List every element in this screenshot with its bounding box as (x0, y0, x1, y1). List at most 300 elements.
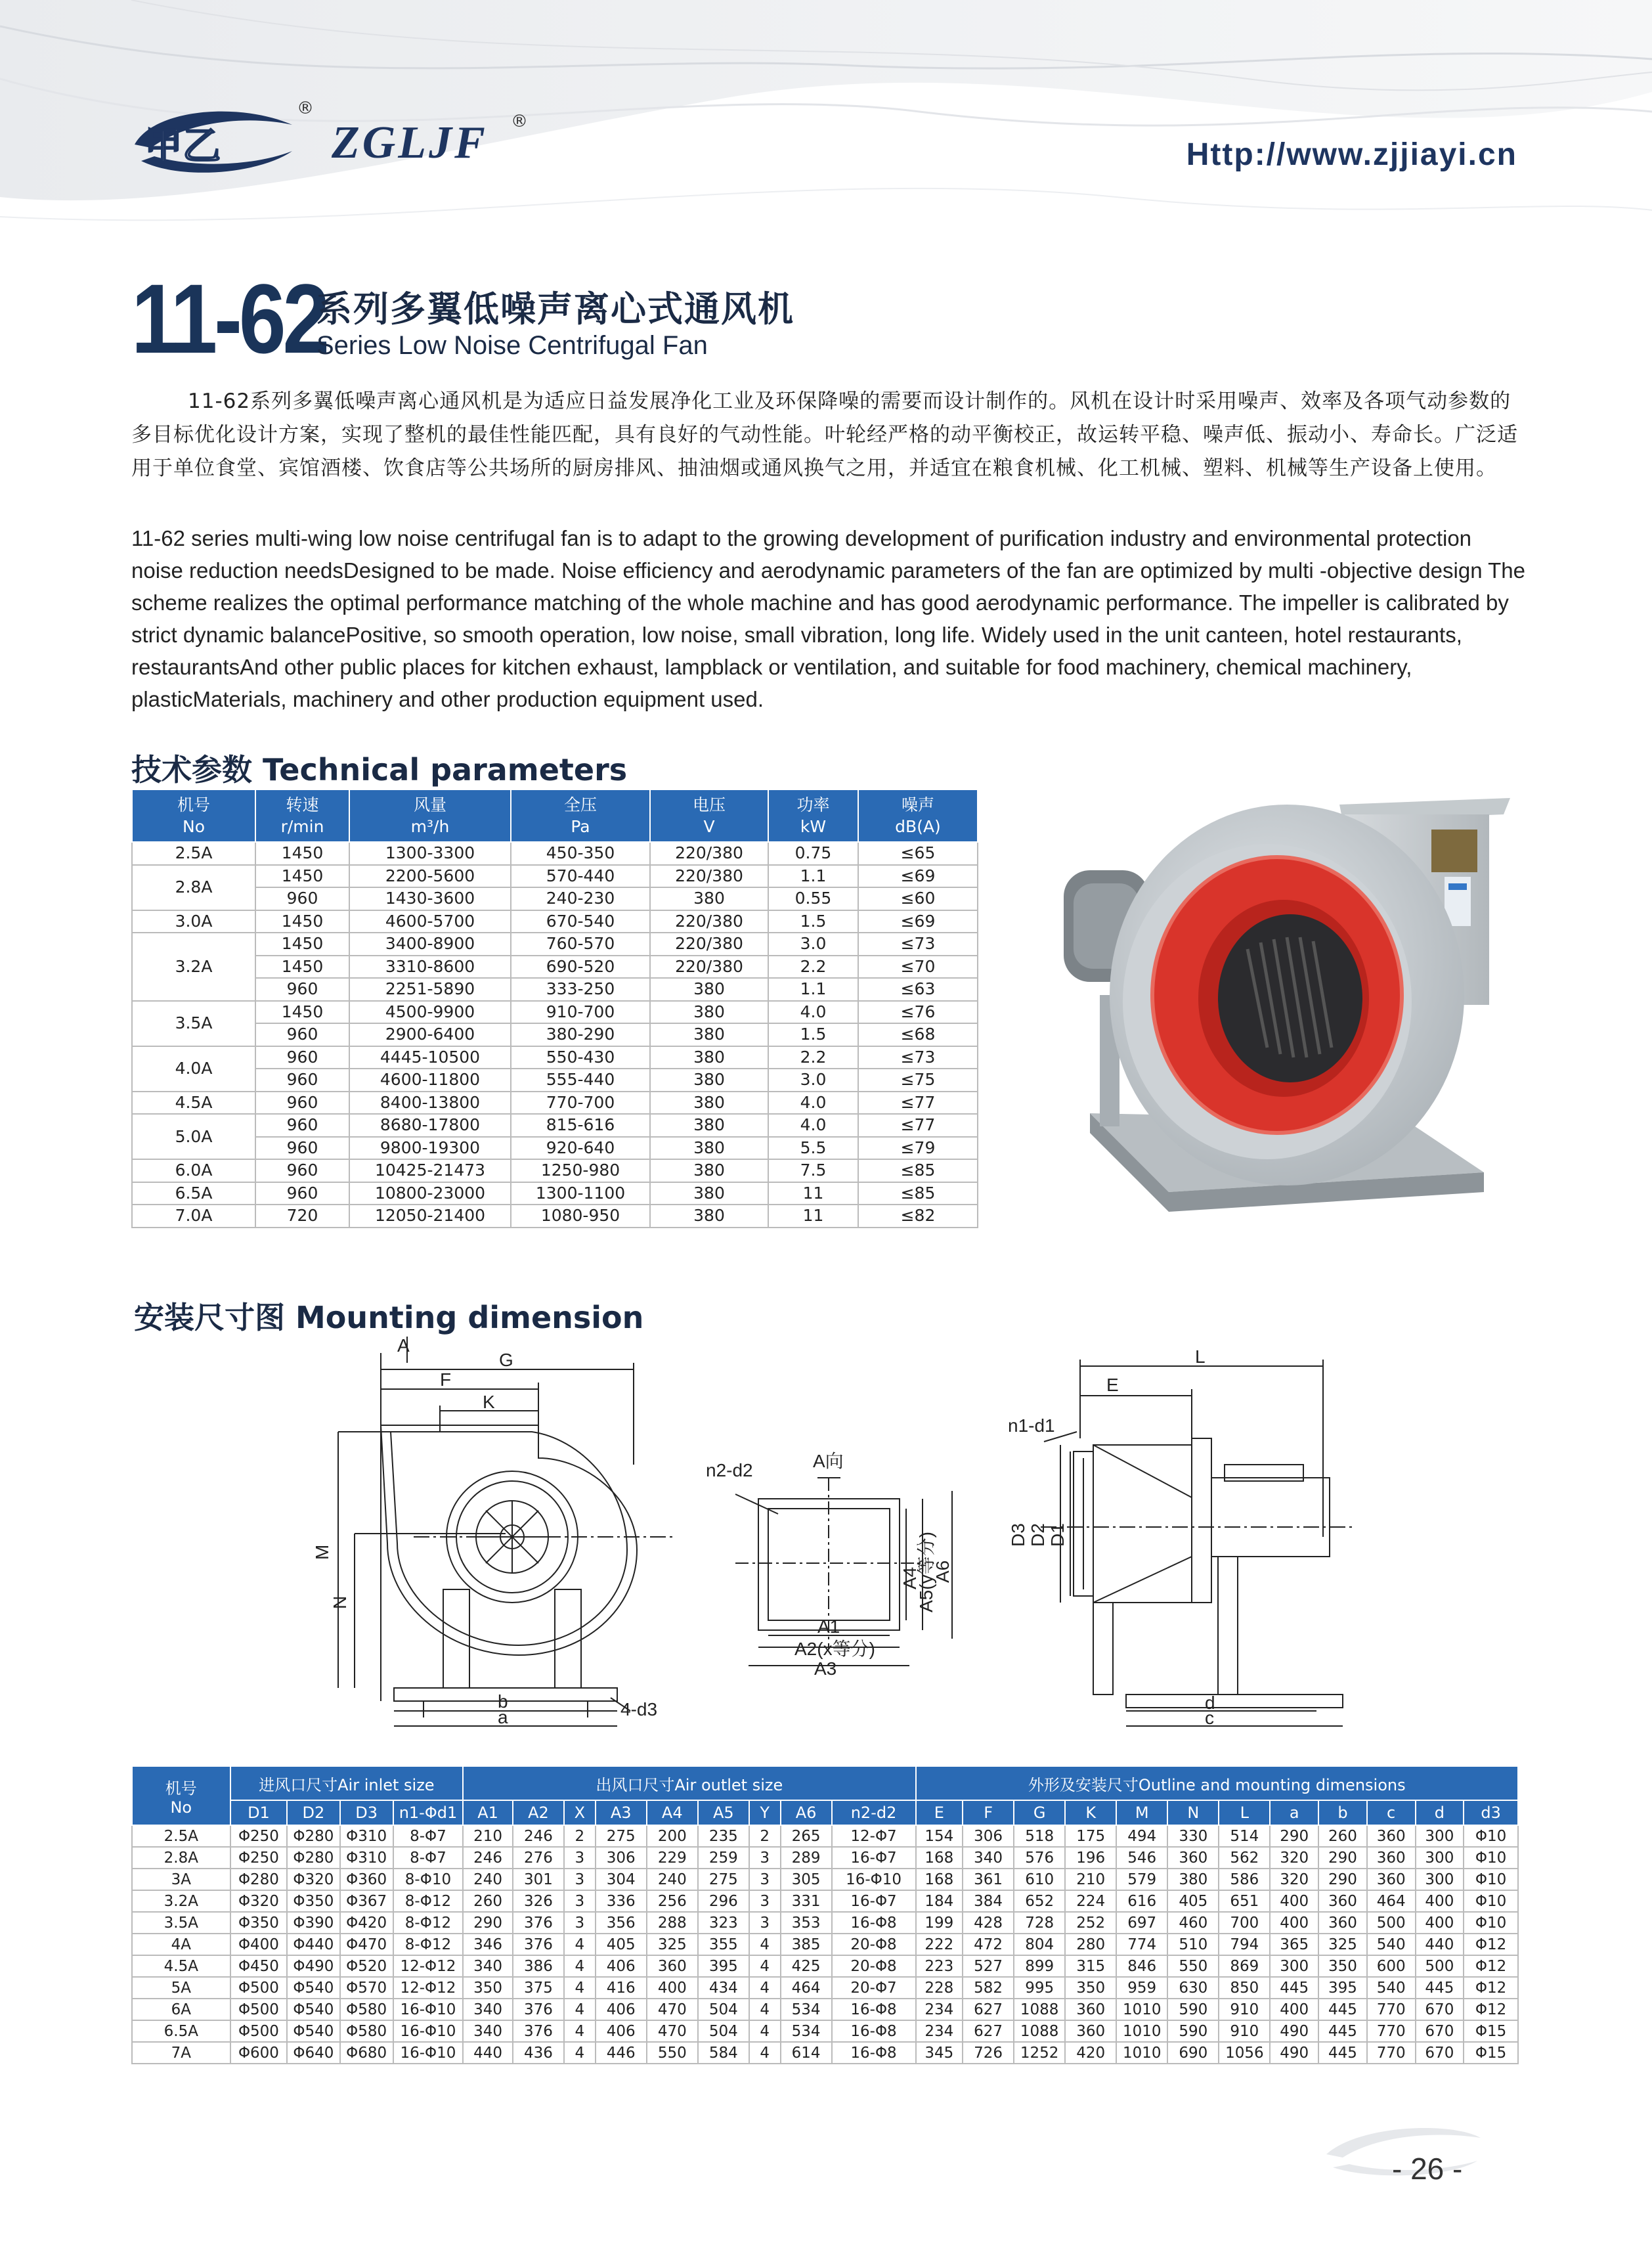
tech-row (132, 865, 978, 888)
tech-row (132, 1114, 978, 1137)
dims-cell: Φ490 (287, 1955, 339, 1977)
tech-row (132, 1023, 978, 1046)
dims-cell: 360 (1065, 1999, 1116, 2020)
dims-cell: 228 (916, 1977, 963, 1999)
tech-cell: 550-430 (511, 1046, 650, 1069)
dims-header-outline: 外形及安装尺寸Outline and mounting dimensions (916, 1766, 1518, 1800)
dims-cell: 210 (463, 1825, 513, 1847)
dims-cell: Φ250 (230, 1825, 288, 1847)
dims-cell: 360 (1367, 1869, 1416, 1890)
dims-cell: 464 (1367, 1890, 1416, 1912)
dims-cell: 2 (564, 1825, 596, 1847)
dims-cell: 995 (1014, 1977, 1065, 1999)
tech-cell: 960 (255, 1159, 349, 1182)
dims-cell: 340 (463, 2020, 513, 2042)
dims-cell: Φ450 (230, 1955, 288, 1977)
tech-cell: 1450 (255, 842, 349, 865)
dims-cell: 385 (781, 1934, 832, 1955)
tech-cell: ≤70 (858, 956, 978, 979)
dims-cell: 728 (1014, 1912, 1065, 1934)
label-A3: A3 (814, 1658, 837, 1679)
tech-cell: ≤60 (858, 887, 978, 910)
dims-cell: 375 (513, 1977, 564, 1999)
label-D2: D2 (1028, 1523, 1048, 1547)
dims-cell: 428 (963, 1912, 1014, 1934)
dims-cell: 4 (564, 2042, 596, 2064)
dims-col-header: A3 (596, 1800, 647, 1825)
tech-row (132, 978, 978, 1001)
tech-cell: 380-290 (511, 1023, 650, 1046)
tech-row (132, 1137, 978, 1160)
website-url[interactable]: Http://www.zjjiayi.cn (1186, 137, 1517, 172)
tech-cell-no: 3.0A (132, 910, 255, 933)
tech-cell: 960 (255, 1023, 349, 1046)
mounting-side-view-drawing (309, 1333, 703, 1727)
mounting-outlet-view-drawing (696, 1438, 972, 1688)
tech-row (132, 842, 978, 865)
dims-cell: 400 (647, 1977, 698, 1999)
dims-cell: 222 (916, 1934, 963, 1955)
tech-row (132, 1092, 978, 1115)
tech-cell: 380 (650, 1205, 768, 1228)
dims-cell: 690 (1167, 2042, 1219, 2064)
dims-cell: 550 (1167, 1955, 1219, 1977)
dims-col-header: Y (749, 1800, 781, 1825)
tech-cell: 380 (650, 1159, 768, 1182)
dims-cell: Φ570 (340, 1977, 393, 1999)
tech-cell: 960 (255, 887, 349, 910)
fan-product-image (1051, 785, 1510, 1238)
dims-cell: 360 (1318, 1890, 1367, 1912)
tech-cell-no: 6.0A (132, 1159, 255, 1182)
dims-cell: Φ500 (230, 1999, 288, 2020)
dims-col-header: A4 (647, 1800, 698, 1825)
tech-cell: ≤85 (858, 1182, 978, 1205)
label-E: E (1106, 1375, 1119, 1395)
dims-cell: 400 (1270, 1912, 1318, 1934)
tech-row (132, 910, 978, 933)
dims-cell: 376 (513, 1912, 564, 1934)
dims-cell: 4 (749, 2042, 781, 2064)
dims-cell: 306 (596, 1847, 647, 1869)
dims-cell: 235 (698, 1825, 749, 1847)
dimension-table (131, 1765, 1519, 2064)
dims-cell: 445 (1318, 2042, 1367, 2064)
tech-cell: ≤77 (858, 1092, 978, 1115)
tech-row (132, 956, 978, 979)
dims-col-header: A2 (513, 1800, 564, 1825)
dims-cell-no: 5A (132, 1977, 230, 1999)
tech-cell: 960 (255, 1069, 349, 1092)
dims-cell: 16-Φ8 (832, 2042, 916, 2064)
dims-cell: 472 (963, 1934, 1014, 1955)
dims-col-header: N (1167, 1800, 1219, 1825)
dims-cell: 376 (513, 1934, 564, 1955)
label-N: N (330, 1595, 350, 1609)
dims-cell: 350 (1065, 1977, 1116, 1999)
dims-cell: 256 (647, 1890, 698, 1912)
dims-cell: 224 (1065, 1890, 1116, 1912)
dims-cell: Φ500 (230, 2020, 288, 2042)
dims-cell: 470 (647, 2020, 698, 2042)
dims-cell: Φ580 (340, 1999, 393, 2020)
dims-col-header: L (1219, 1800, 1270, 1825)
label-D3: D3 (1008, 1523, 1028, 1547)
tech-header-6: 噪声 dB(A) (858, 789, 978, 842)
dims-cell: 400 (1416, 1890, 1464, 1912)
tech-cell: 2251-5890 (349, 978, 511, 1001)
dims-cell: Φ420 (340, 1912, 393, 1934)
dims-cell: 504 (698, 2020, 749, 2042)
dims-cell: 184 (916, 1890, 963, 1912)
dims-cell: 168 (916, 1847, 963, 1869)
dims-cell: 3 (564, 1869, 596, 1890)
dims-cell: 670 (1416, 2042, 1464, 2064)
tech-cell: 1080-950 (511, 1205, 650, 1228)
tech-cell: ≤77 (858, 1114, 978, 1137)
tech-cell: 8400-13800 (349, 1092, 511, 1115)
dims-cell: Φ12 (1464, 1999, 1518, 2020)
registered-mark: ® (297, 99, 314, 118)
label-A4: A4 (900, 1566, 920, 1589)
dims-row (132, 1955, 1518, 1977)
tech-params-table (131, 789, 978, 1228)
dims-cell: 326 (513, 1890, 564, 1912)
dims-cell: 514 (1219, 1825, 1270, 1847)
tech-cell-no: 5.0A (132, 1114, 255, 1159)
dims-cell: 546 (1116, 1847, 1167, 1869)
dims-cell: 627 (963, 2020, 1014, 2042)
dims-cell: 1088 (1014, 1999, 1065, 2020)
dims-cell: 1010 (1116, 1999, 1167, 2020)
dims-cell: Φ540 (287, 1999, 339, 2020)
dims-cell-no: 6A (132, 1999, 230, 2020)
tech-row (132, 1001, 978, 1024)
dims-cell: 4 (564, 1977, 596, 1999)
tech-cell: 1450 (255, 910, 349, 933)
dims-cell: 576 (1014, 1847, 1065, 1869)
dims-cell: 464 (781, 1977, 832, 1999)
title-english: Series Low Noise Centrifugal Fan (316, 331, 708, 360)
dims-cell: 12-Φ12 (393, 1955, 463, 1977)
tech-cell: 1450 (255, 865, 349, 888)
dims-cell-no: 3.2A (132, 1890, 230, 1912)
tech-cell: 0.55 (768, 887, 858, 910)
dims-cell: 260 (1318, 1825, 1367, 1847)
label-L: L (1195, 1346, 1206, 1367)
dims-cell: 360 (1367, 1825, 1416, 1847)
dims-cell: 12-Φ7 (832, 1825, 916, 1847)
dims-cell: 361 (963, 1869, 1014, 1890)
dims-col-header: a (1270, 1800, 1318, 1825)
dims-cell: 1056 (1219, 2042, 1270, 2064)
tech-cell: 380 (650, 1046, 768, 1069)
dims-cell: 4 (564, 2020, 596, 2042)
dims-cell: 3 (564, 1890, 596, 1912)
dims-cell: 400 (1270, 1999, 1318, 2020)
tech-row (132, 1159, 978, 1182)
dims-cell: 240 (463, 1869, 513, 1890)
dims-cell: 380 (1167, 1869, 1219, 1890)
tech-cell: 690-520 (511, 956, 650, 979)
dims-cell: 16-Φ10 (832, 1869, 916, 1890)
dims-cell: 8-Φ7 (393, 1847, 463, 1869)
tech-cell: 4.0 (768, 1114, 858, 1137)
dims-cell: 8-Φ12 (393, 1934, 463, 1955)
dims-col-header: A5 (698, 1800, 749, 1825)
dims-cell: Φ500 (230, 1977, 288, 1999)
tech-cell: 770-700 (511, 1092, 650, 1115)
label-a: a (498, 1707, 508, 1727)
dims-cell: 252 (1065, 1912, 1116, 1934)
dims-cell: 590 (1167, 1999, 1219, 2020)
dims-cell-no: 4.5A (132, 1955, 230, 1977)
dims-cell: 365 (1270, 1934, 1318, 1955)
dims-cell: 8-Φ12 (393, 1912, 463, 1934)
dims-cell: 350 (1318, 1955, 1367, 1977)
dims-cell: 16-Φ8 (832, 2020, 916, 2042)
dims-row (132, 1890, 1518, 1912)
dims-cell: 229 (647, 1847, 698, 1869)
dims-cell: 490 (1270, 2020, 1318, 2042)
tech-cell: 380 (650, 1137, 768, 1160)
tech-cell: 3400-8900 (349, 933, 511, 956)
dims-cell-no: 3.5A (132, 1912, 230, 1934)
tech-cell: 4500-9900 (349, 1001, 511, 1024)
dims-cell: Φ12 (1464, 1977, 1518, 1999)
dims-cell: 494 (1116, 1825, 1167, 1847)
label-d: d (1205, 1693, 1215, 1713)
dims-cell-no: 2.8A (132, 1847, 230, 1869)
dims-cell: 223 (916, 1955, 963, 1977)
tech-cell: 380 (650, 1182, 768, 1205)
tech-cell: 1450 (255, 956, 349, 979)
dims-cell: 8-Φ7 (393, 1825, 463, 1847)
dims-cell: 325 (647, 1934, 698, 1955)
dims-cell: 910 (1219, 1999, 1270, 2020)
dims-cell: 20-Φ8 (832, 1934, 916, 1955)
tech-cell: 1.5 (768, 1023, 858, 1046)
tech-cell: 960 (255, 1114, 349, 1137)
label-K: K (483, 1392, 495, 1412)
dims-cell: 276 (513, 1847, 564, 1869)
dims-cell: 20-Φ8 (832, 1955, 916, 1977)
dims-cell: 290 (1270, 1825, 1318, 1847)
dims-col-header: X (564, 1800, 596, 1825)
dims-cell: 234 (916, 2020, 963, 2042)
tech-cell: 910-700 (511, 1001, 650, 1024)
dims-cell: 899 (1014, 1955, 1065, 1977)
dims-cell: 320 (1270, 1847, 1318, 1869)
dims-cell: 670 (1416, 2020, 1464, 2042)
tech-header-0: 机号 No (132, 789, 255, 842)
tech-cell: ≤76 (858, 1001, 978, 1024)
tech-cell: 8680-17800 (349, 1114, 511, 1137)
tech-cell-no: 4.0A (132, 1046, 255, 1092)
dims-cell: 584 (698, 2042, 749, 2064)
tech-cell: ≤73 (858, 1046, 978, 1069)
dims-cell: 406 (596, 2020, 647, 2042)
dims-cell: 550 (647, 2042, 698, 2064)
tech-cell: 333-250 (511, 978, 650, 1001)
dims-cell: Φ367 (340, 1890, 393, 1912)
tech-cell: 10425-21473 (349, 1159, 511, 1182)
dims-cell: 586 (1219, 1869, 1270, 1890)
dims-cell: 16-Φ7 (832, 1847, 916, 1869)
tech-cell: 11 (768, 1205, 858, 1228)
tech-cell: ≤82 (858, 1205, 978, 1228)
tech-cell: 12050-21400 (349, 1205, 511, 1228)
dims-cell: 16-Φ7 (832, 1890, 916, 1912)
dims-cell: Φ470 (340, 1934, 393, 1955)
dims-cell: 16-Φ10 (393, 2020, 463, 2042)
tech-cell: 1300-3300 (349, 842, 511, 865)
dims-cell: Φ12 (1464, 1934, 1518, 1955)
dims-cell: 425 (781, 1955, 832, 1977)
label-n1d1: n1-d1 (1008, 1415, 1055, 1436)
tech-cell: 380 (650, 887, 768, 910)
dims-cell: 330 (1167, 1825, 1219, 1847)
dims-cell: 265 (781, 1825, 832, 1847)
dims-cell: 289 (781, 1847, 832, 1869)
dims-cell: 527 (963, 1955, 1014, 1977)
dims-cell: 1010 (1116, 2042, 1167, 2064)
dims-cell: Φ12 (1464, 1955, 1518, 1977)
dims-cell: 534 (781, 1999, 832, 2020)
dims-cell: Φ10 (1464, 1825, 1518, 1847)
tech-cell: 1.5 (768, 910, 858, 933)
dims-col-header: G (1014, 1800, 1065, 1825)
dims-cell: 16-Φ8 (832, 1912, 916, 1934)
dims-cell: 384 (963, 1890, 1014, 1912)
dims-cell: 400 (1416, 1912, 1464, 1934)
dims-cell: Φ280 (287, 1825, 339, 1847)
dims-cell: 260 (463, 1890, 513, 1912)
tech-cell-no: 6.5A (132, 1182, 255, 1205)
dims-row (132, 2020, 1518, 2042)
dims-cell: 959 (1116, 1977, 1167, 1999)
tech-params-title: 技术参数 Technical parameters (131, 752, 628, 787)
dims-col-header: D2 (287, 1800, 339, 1825)
tech-header-2: 风量 m³/h (349, 789, 511, 842)
dims-cell: 2 (749, 1825, 781, 1847)
dims-cell: 376 (513, 1999, 564, 2020)
dims-cell: Φ10 (1464, 1869, 1518, 1890)
label-M: M (312, 1544, 332, 1560)
dims-cell: 400 (1270, 1890, 1318, 1912)
dims-row (132, 1869, 1518, 1890)
tech-header-1: 转速 r/min (255, 789, 349, 842)
dims-cell: 579 (1116, 1869, 1167, 1890)
tech-row (132, 1182, 978, 1205)
dims-cell: 774 (1116, 1934, 1167, 1955)
dims-cell: 386 (513, 1955, 564, 1977)
dims-col-header: D1 (230, 1800, 288, 1825)
dims-cell-no: 4A (132, 1934, 230, 1955)
dims-cell: 300 (1416, 1825, 1464, 1847)
tech-cell: 380 (650, 1023, 768, 1046)
dims-cell: 246 (463, 1847, 513, 1869)
dims-cell: 627 (963, 1999, 1014, 2020)
label-G: G (499, 1350, 513, 1370)
tech-cell: 10800-23000 (349, 1182, 511, 1205)
tech-cell: 220/380 (650, 865, 768, 888)
dims-cell: 275 (596, 1825, 647, 1847)
dims-cell: 346 (463, 1934, 513, 1955)
dims-cell: Φ440 (287, 1934, 339, 1955)
dims-col-header: K (1065, 1800, 1116, 1825)
tech-cell: ≤79 (858, 1137, 978, 1160)
dims-cell: 246 (513, 1825, 564, 1847)
dims-cell: Φ320 (287, 1869, 339, 1890)
dims-cell: 395 (1318, 1977, 1367, 1999)
dims-cell: 500 (1416, 1955, 1464, 1977)
tech-cell: 4600-11800 (349, 1069, 511, 1092)
dims-cell: 301 (513, 1869, 564, 1890)
tech-cell: ≤65 (858, 842, 978, 865)
tech-row (132, 1205, 978, 1228)
dims-cell: 154 (916, 1825, 963, 1847)
dims-cell: Φ350 (230, 1912, 288, 1934)
dims-cell: Φ580 (340, 2020, 393, 2042)
dims-cell: 336 (596, 1890, 647, 1912)
dims-cell: 405 (596, 1934, 647, 1955)
label-A1: A1 (817, 1616, 840, 1637)
intro-english: 11-62 series multi-wing low noise centrifugal fan is to adapt to the growing development of purification industry and environmental protection noise reduction needsDesigned to be made. Noise efficiency and aerodynamic parameters of the fan are optimized by multi -objective design The scheme realizes the optimal performance matching of the whole machine and has good aerodynamic performance. The impeller is calibrated by strict dynamic balancePositive, so smooth operation, low noise, small vibration, long life. Widely used in the unit canteen, hotel restaurants, restaurantsAnd other public places for kitchen exhaust, lampblack or ventilation, and suitable for food machinery, chemical machinery, plasticMaterials, machinery and other production equipment used. (131, 526, 1525, 711)
dims-cell: Φ400 (230, 1934, 288, 1955)
dims-cell: 300 (1416, 1869, 1464, 1890)
tech-cell: 5.5 (768, 1137, 858, 1160)
dims-cell: Φ360 (340, 1869, 393, 1890)
tech-cell: 4600-5700 (349, 910, 511, 933)
dims-cell: 200 (647, 1825, 698, 1847)
tech-row (132, 1069, 978, 1092)
logo-mark (128, 99, 299, 184)
dims-cell: Φ250 (230, 1847, 288, 1869)
dims-cell: 353 (781, 1912, 832, 1934)
dims-cell: 304 (596, 1869, 647, 1890)
tech-cell: 960 (255, 1046, 349, 1069)
dims-cell: 8-Φ12 (393, 1890, 463, 1912)
dims-cell: 306 (963, 1825, 1014, 1847)
dims-cell: 355 (698, 1934, 749, 1955)
dims-cell: 275 (698, 1869, 749, 1890)
dims-cell: 510 (1167, 1934, 1219, 1955)
dims-cell: Φ310 (340, 1825, 393, 1847)
dims-col-header: b (1318, 1800, 1367, 1825)
tech-cell: 960 (255, 978, 349, 1001)
dims-cell: Φ10 (1464, 1890, 1518, 1912)
tech-header-5: 功率 kW (768, 789, 858, 842)
dims-cell: 4 (564, 1955, 596, 1977)
dims-cell: Φ540 (287, 2020, 339, 2042)
dims-cell: 910 (1219, 2020, 1270, 2042)
dims-cell: 360 (1318, 1912, 1367, 1934)
dims-cell: 4 (564, 1999, 596, 2020)
tech-cell-no: 3.5A (132, 1001, 255, 1046)
dims-cell: 325 (1318, 1934, 1367, 1955)
dims-cell: 770 (1367, 2042, 1416, 2064)
dims-cell: 288 (647, 1912, 698, 1934)
dims-cell: 395 (698, 1955, 749, 1977)
dims-cell: 305 (781, 1869, 832, 1890)
dims-cell: 445 (1416, 1977, 1464, 1999)
dims-cell: 16-Φ8 (832, 1999, 916, 2020)
label-A: A (397, 1335, 410, 1356)
tech-cell: 4445-10500 (349, 1046, 511, 1069)
logo-text: ZGLJF (332, 118, 488, 168)
dims-cell: Φ640 (287, 2042, 339, 2064)
